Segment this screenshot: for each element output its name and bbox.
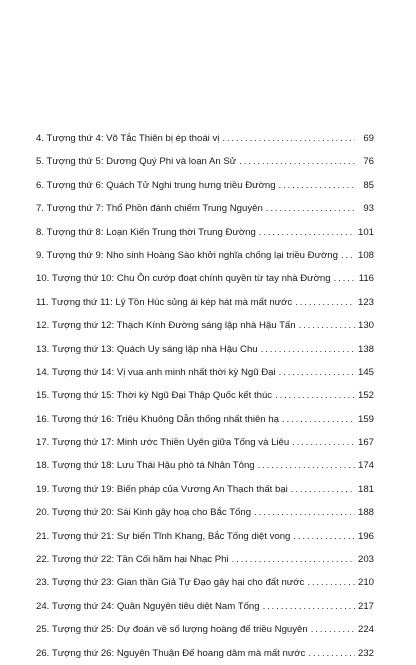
dot-leader bbox=[341, 244, 355, 267]
dot-leader bbox=[239, 150, 355, 173]
toc-entry-title: 24. Tượng thứ 24: Quân Nguyên tiêu diệt Nam Tống bbox=[36, 600, 260, 612]
dot-leader bbox=[291, 478, 355, 501]
toc-entry bbox=[36, 431, 374, 454]
toc-entry-title: 21. Tượng thứ 21: Sự biến Tĩnh Khang, Bắc Tống diệt vong bbox=[36, 530, 291, 542]
dot-leader bbox=[279, 361, 355, 384]
dot-leader bbox=[293, 525, 355, 548]
toc-entry bbox=[36, 548, 374, 571]
dot-leader bbox=[299, 314, 355, 337]
toc-page-number: 130 bbox=[357, 320, 374, 332]
toc-entry bbox=[36, 525, 374, 548]
toc-entry bbox=[36, 150, 374, 173]
toc-entry bbox=[36, 501, 374, 524]
toc-entry-title: 19. Tượng thứ 19: Biến pháp của Vương An Thạch thất bại bbox=[36, 483, 288, 495]
dot-leader bbox=[334, 267, 355, 290]
toc-entry bbox=[36, 338, 374, 361]
toc-page-number: 196 bbox=[357, 530, 374, 542]
toc-entry-title: 15. Tượng thứ 15: Thời kỳ Ngũ Đại Thập Quốc kết thúc bbox=[36, 390, 273, 402]
toc-page-number: 123 bbox=[357, 296, 374, 308]
toc-page-number: 174 bbox=[357, 460, 374, 472]
table-of-contents bbox=[36, 127, 374, 665]
toc-entry bbox=[36, 478, 374, 501]
toc-page-number: 85 bbox=[363, 179, 374, 191]
toc-entry bbox=[36, 174, 374, 197]
dot-leader bbox=[311, 618, 355, 641]
toc-page-number: 181 bbox=[357, 483, 374, 495]
toc-entry-title: 8. Tượng thứ 8: Loạn Kiến Trung thời Trung Đường bbox=[36, 226, 256, 238]
toc-entry bbox=[36, 361, 374, 384]
dot-leader bbox=[275, 384, 355, 407]
toc-page-number: 101 bbox=[357, 226, 374, 238]
toc-entry bbox=[36, 267, 374, 290]
toc-entry bbox=[36, 314, 374, 337]
toc-page-number: 188 bbox=[357, 507, 374, 519]
toc-entry-title: 23. Tượng thứ 23: Gian thần Giả Tự Đạo gây hại cho đất nước bbox=[36, 577, 305, 589]
toc-page-number: 138 bbox=[357, 343, 374, 355]
dot-leader bbox=[254, 501, 355, 524]
toc-page-number: 217 bbox=[357, 600, 374, 612]
dot-leader bbox=[307, 571, 355, 594]
toc-page-number: 93 bbox=[363, 203, 374, 215]
toc-entry bbox=[36, 244, 374, 267]
toc-page-number: 224 bbox=[357, 624, 374, 636]
dot-leader bbox=[292, 431, 355, 454]
dot-leader bbox=[279, 174, 355, 197]
toc-page-number: 159 bbox=[357, 413, 374, 425]
toc-entry-title: 14. Tượng thứ 14: Vị vua anh minh nhất thời kỳ Ngũ Đại bbox=[36, 366, 276, 378]
dot-leader bbox=[258, 454, 355, 477]
toc-page-number: 69 bbox=[363, 133, 374, 144]
toc-entry-title: 16. Tượng thứ 16: Triệu Khuông Dẫn thống nhất thiên hạ bbox=[36, 413, 279, 425]
toc-page-number: 116 bbox=[358, 273, 374, 285]
toc-entry-title: 17. Tượng thứ 17: Minh ước Thiền Uyên giữa Tống và Liêu bbox=[36, 437, 290, 449]
dot-leader bbox=[282, 408, 355, 431]
toc-entry-title: 13. Tượng thứ 13: Quách Uy sáng lập nhà Hậu Chu bbox=[36, 343, 258, 355]
toc-entry bbox=[36, 571, 374, 594]
dot-leader bbox=[295, 291, 355, 314]
toc-page-number: 76 bbox=[363, 156, 374, 168]
dot-leader bbox=[308, 642, 355, 665]
toc-entry-title: 20. Tượng thứ 20: Sái Kinh gây hoạ cho Bắc Tống bbox=[36, 507, 252, 519]
toc-entry-title: 26. Tượng thứ 26: Nguyên Thuận Đế hoang dâm mà mất nước bbox=[36, 647, 306, 659]
toc-entry bbox=[36, 127, 374, 150]
toc-entry bbox=[36, 642, 374, 665]
toc-entry-title: 18. Tượng thứ 18: Lưu Thái Hậu phò tá Nhân Tông bbox=[36, 460, 255, 472]
dot-leader bbox=[261, 338, 355, 361]
toc-entry-title: 7. Tượng thứ 7: Thổ Phồn đánh chiếm Trung Nguyên bbox=[36, 203, 263, 215]
toc-page-number: 167 bbox=[357, 437, 374, 449]
toc-page-number: 210 bbox=[357, 577, 374, 589]
toc-entry-title: 6. Tượng thứ 6: Quách Tử Nghi trung hưng triều Đường bbox=[36, 179, 276, 191]
toc-entry-title: 10. Tượng thứ 10: Chu Ôn cướp đoạt chính quyền từ tay nhà Đường bbox=[36, 273, 331, 285]
toc-entry-title: 12. Tượng thứ 12: Thạch Kính Đường sáng lập nhà Hậu Tấn bbox=[36, 320, 296, 332]
toc-page-number: 108 bbox=[357, 249, 374, 261]
toc-entry bbox=[36, 454, 374, 477]
toc-entry-title: 5. Tượng thứ 5: Dương Quý Phi và loạn An Sử bbox=[36, 156, 237, 168]
toc-entry-title: 25. Tượng thứ 25: Dự đoán về số lượng hoàng đế triều Nguyên bbox=[36, 624, 308, 636]
toc-entry-title: 11. Tượng thứ 11: Lý Tồn Húc sủng ái kép hát mà mất nước bbox=[36, 296, 293, 308]
toc-page-number: 145 bbox=[357, 366, 374, 378]
dot-leader bbox=[232, 548, 355, 571]
toc-entry bbox=[36, 384, 374, 407]
toc-page-number: 203 bbox=[357, 554, 374, 566]
toc-page-number: 152 bbox=[357, 390, 374, 402]
toc-entry-title: 4. Tượng thứ 4: Võ Tắc Thiên bị ép thoái vị bbox=[36, 133, 220, 144]
toc-entry bbox=[36, 197, 374, 220]
toc-entry bbox=[36, 221, 374, 244]
toc-entry bbox=[36, 291, 374, 314]
toc-page-number: 232 bbox=[357, 647, 374, 659]
dot-leader bbox=[263, 595, 355, 618]
dot-leader bbox=[222, 127, 355, 150]
toc-entry bbox=[36, 408, 374, 431]
toc-entry-title: 9. Tượng thứ 9: Nho sinh Hoàng Sào khởi nghĩa chống lại triều Đường bbox=[36, 249, 338, 261]
toc-entry-title: 22. Tượng thứ 22: Tần Cối hãm hại Nhạc Phi bbox=[36, 554, 229, 566]
toc-entry bbox=[36, 618, 374, 641]
dot-leader bbox=[259, 221, 355, 244]
toc-entry bbox=[36, 595, 374, 618]
dot-leader bbox=[266, 197, 355, 220]
